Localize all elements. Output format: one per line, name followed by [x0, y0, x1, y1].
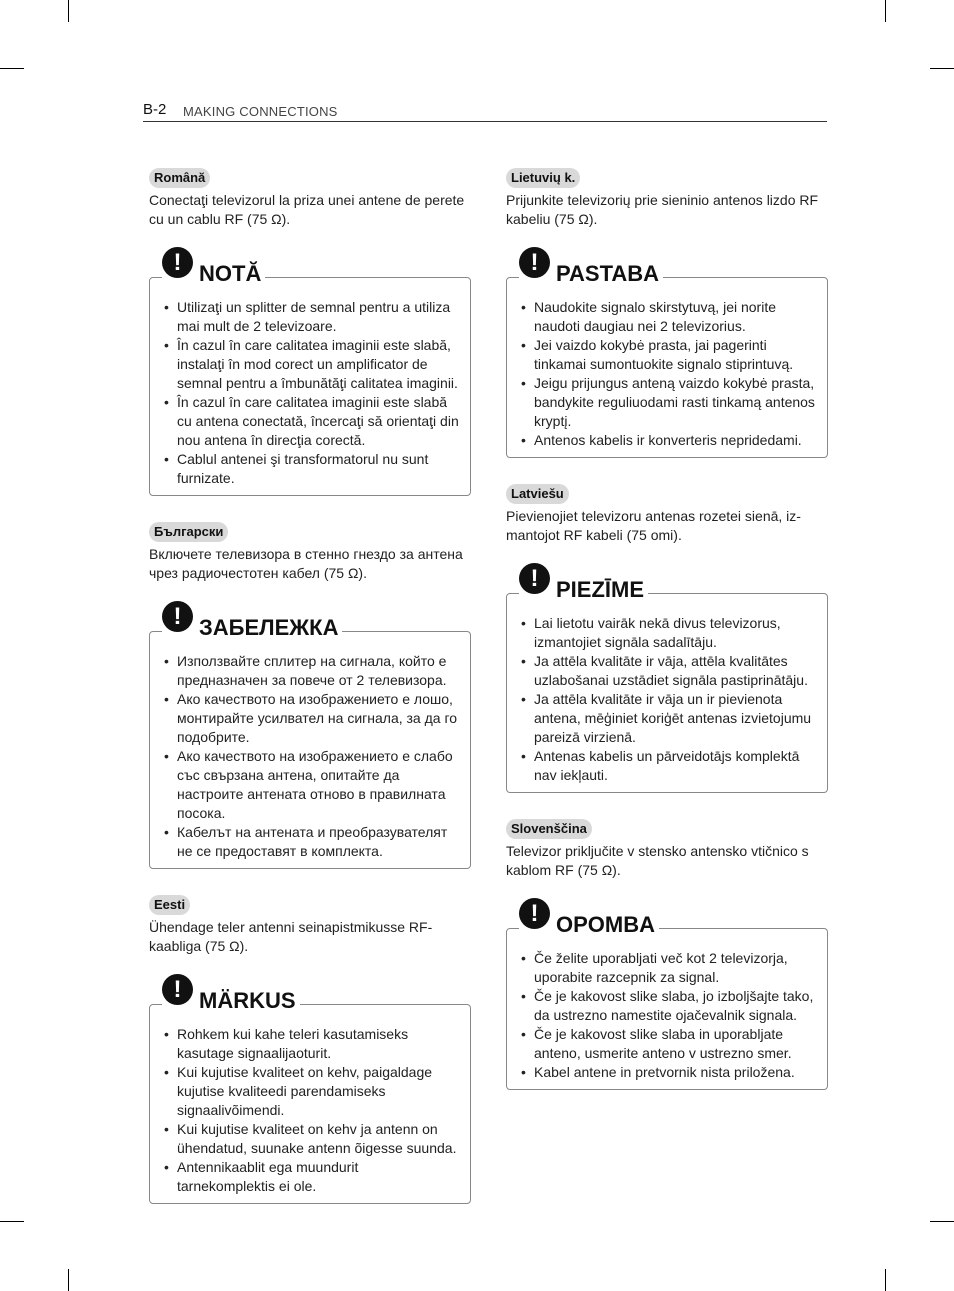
list-item: • Използвайте сплитер на сигнала, който е предназначен за повече от 2 телевизора.: [160, 652, 460, 690]
warning-exclamation-icon: !: [162, 601, 193, 632]
note-list: [160, 652, 460, 861]
note-title: MÄRKUS: [199, 988, 296, 1013]
note-box: [506, 900, 828, 1090]
crop-mark-left-bottom: [0, 1221, 24, 1222]
language-text: Conectaţi televizorul la priza unei antene de perete cu un cablu RF (75 Ω).: [149, 192, 465, 227]
list-item: • Ако качеството на изображението е слабо със свързана антена, опитайте да настроите антената отново в правилната посока.: [160, 747, 460, 823]
note-heading: [519, 900, 659, 938]
list-item: • Jeigu prijungus anteną vaizdo kokybė prasta, bandykite reguliuodami rasti tinkamą antenos kryptį.: [517, 374, 817, 431]
note-box: [506, 565, 828, 793]
language-text: Pievienojiet televizoru antenas rozetei sienā, iz-mantojot RF kabeli (75 omi).: [506, 508, 801, 543]
page-header: [143, 101, 827, 122]
note-list: [160, 298, 460, 488]
language-block-romana: [149, 168, 471, 229]
list-item: • Kabel antene in pretvornik nista priložena.: [517, 1063, 817, 1082]
crop-mark-bottom-left: [68, 1269, 69, 1291]
language-block-bulgarian: [149, 522, 471, 583]
language-text: Prijunkite televizorių prie sieninio antenos lizdo RF kabeliu (75 Ω).: [506, 192, 819, 227]
section-title: MAKING CONNECTIONS: [183, 104, 338, 119]
warning-exclamation-icon: !: [162, 974, 193, 1005]
list-item: • Ако качеството на изображението е лошо, монтирайте усилвател на сигнала, за да го подобрите.: [160, 690, 460, 747]
crop-mark-left-top: [0, 68, 24, 69]
list-item: • În cazul în care calitatea imaginii este slabă, instalaţi în mod corect un amplificator de semnal pentru a îmbunătăţi calitatea imaginii.: [160, 336, 460, 393]
language-tag: Latviešu: [506, 484, 569, 504]
language-text: Televizor priključite v stensko antensko vtičnico s kablom RF (75 Ω).: [506, 843, 809, 878]
crop-mark-top-right: [885, 0, 886, 22]
warning-exclamation-icon: !: [519, 247, 550, 278]
warning-exclamation-icon: !: [519, 563, 550, 594]
note-heading: [162, 976, 300, 1014]
language-block-slovenian: [506, 819, 828, 880]
note-title: PASTABA: [556, 261, 660, 286]
crop-mark-right-top: [930, 68, 954, 69]
language-block-lithuanian: [506, 168, 828, 229]
note-title: NOTĂ: [199, 261, 262, 286]
list-item: • Lai lietotu vairāk nekā divus televizorus, izmantojiet signāla sadalītāju.: [517, 614, 817, 652]
list-item: • Če želite uporabljati več kot 2 televizorja, uporabite razcepnik za signal.: [517, 949, 817, 987]
note-heading: [162, 249, 265, 287]
list-item: • Utilizaţi un splitter de semnal pentru a utiliza mai mult de 2 televizoare.: [160, 298, 460, 336]
list-item: • Kui kujutise kvaliteet on kehv, paigaldage kujutise kvaliteedi parendamiseks signaalivõimendi.: [160, 1063, 460, 1120]
language-text: Ühendage teler antenni seinapistmikusse RF-kaabliga (75 Ω).: [149, 919, 433, 954]
list-item: • Jei vaizdo kokybė prasta, jai pagerinti tinkamai sumontuokite signalo stiprintuvą.: [517, 336, 817, 374]
note-list: [517, 614, 817, 785]
language-tag: Slovenščina: [506, 819, 592, 839]
list-item: • Кабелът на антената и преобразувателят не се предоставят в комплекта.: [160, 823, 460, 861]
list-item: • Antenos kabelis ir konverteris nepridedami.: [517, 431, 817, 450]
note-title: ЗАБЕЛЕЖКА: [199, 615, 339, 640]
note-box: [506, 249, 828, 458]
left-column: [149, 168, 471, 1204]
list-item: • Kui kujutise kvaliteet on kehv ja antenn on ühendatud, suunake antenn õigesse suunda.: [160, 1120, 460, 1158]
language-tag: Lietuvių k.: [506, 168, 580, 188]
note-list: [517, 949, 817, 1082]
note-box: [149, 249, 471, 496]
list-item: • Če je kakovost slike slaba in uporabljate anteno, usmerite anteno v ustrezno smer.: [517, 1025, 817, 1063]
crop-mark-top-left: [68, 0, 69, 22]
list-item: • Antennikaablit ega muundurit tarnekomplektis ei ole.: [160, 1158, 460, 1196]
note-list: [517, 298, 817, 450]
list-item: • Ja attēla kvalitāte ir vāja, attēla kvalitātes uzlabošanai uzstādiet signāla pastiprinātāju.: [517, 652, 817, 690]
language-text: Включете телевизора в стенно гнездо за антена чрез радиочестотен кабел (75 Ω).: [149, 546, 463, 581]
list-item: • Če je kakovost slike slaba, jo izboljšajte tako, da ustrezno namestite ojačevalnik signala.: [517, 987, 817, 1025]
right-column: [506, 168, 828, 1090]
language-tag: Română: [149, 168, 210, 188]
list-item: • Rohkem kui kahe teleri kasutamiseks kasutage signaalijaoturit.: [160, 1025, 460, 1063]
note-heading: [519, 249, 663, 287]
note-title: PIEZĪME: [556, 577, 645, 602]
crop-mark-bottom-right: [885, 1269, 886, 1291]
warning-exclamation-icon: !: [519, 898, 550, 929]
warning-exclamation-icon: !: [162, 247, 193, 278]
note-list: [160, 1025, 460, 1196]
page-number: B-2: [143, 101, 167, 118]
list-item: • Antenas kabelis un pārveidotājs komplektā nav iekļauti.: [517, 747, 817, 785]
list-item: • Cablul antenei şi transformatorul nu sunt furnizate.: [160, 450, 460, 488]
language-block-estonian: [149, 895, 471, 956]
note-heading: [519, 565, 648, 603]
note-heading: [162, 603, 342, 641]
note-title: OPOMBA: [556, 912, 655, 937]
language-tag: Български: [149, 522, 228, 542]
note-box: [149, 603, 471, 869]
list-item: • În cazul în care calitatea imaginii este slabă cu antena conectată, încercaţi să orientaţi din nou antena în direcţia corectă.: [160, 393, 460, 450]
language-block-latvian: [506, 484, 828, 545]
list-item: • Ja attēla kvalitāte ir vāja un ir pievienota antena, mēģiniet koriģēt antenas izvietojumu pareizā virzienā.: [517, 690, 817, 747]
list-item: • Naudokite signalo skirstytuvą, jei norite naudoti daugiau nei 2 televizorius.: [517, 298, 817, 336]
language-tag: Eesti: [149, 895, 190, 915]
crop-mark-right-bottom: [930, 1221, 954, 1222]
note-box: [149, 976, 471, 1204]
